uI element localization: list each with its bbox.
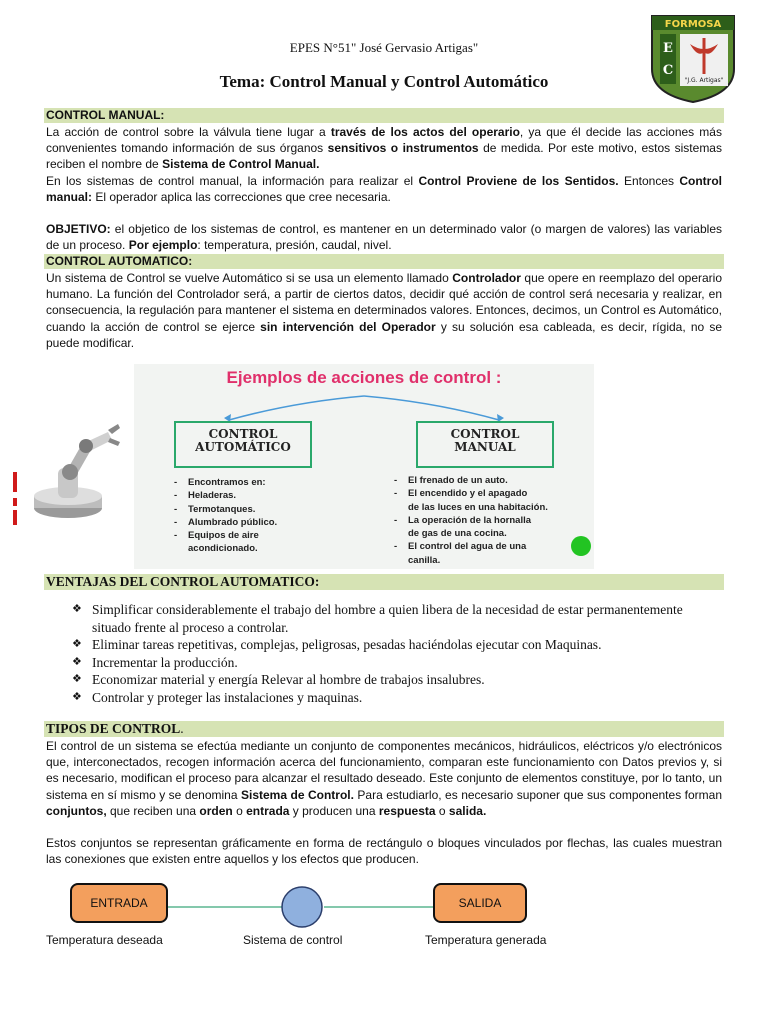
section-heading-tipos: TIPOS DE CONTROL. [44,721,724,737]
list-item: ❖ Economizar material y energía Relevar al hombre de trabajos insalubres. [72,671,722,689]
list-item: de las luces en una habitación. [408,501,548,513]
system-circle [282,887,322,927]
section-heading-control-automatico: CONTROL AUTOMATICO: [44,254,724,269]
school-badge-logo [650,14,736,104]
types-paragraph-2: Estos conjuntos se representan gráficamente en forma de rectángulo o bloques vinculados por flechas, las cuales muestran las conexiones que existen entre aquellos y los efectos que producen. [46,836,722,867]
list-item: ❖ Eliminar tareas repetitivas, complejas, peligrosas, pesadas haciéndolas ejecutar con Maquinas. [72,636,722,654]
system-caption: Sistema de control [243,933,343,947]
automatic-head-line-1: CONTROL [208,427,278,441]
page-title: Tema: Control Manual y Control Automático [219,72,549,91]
manual-paragraph-2: En los sistemas de control manual, la información para realizar el Control Proviene de los Sentidos. Entonces Control manual: El operador aplica las correcciones que cree necesaria. [46,174,723,205]
output-caption: Temperatura generada [425,933,547,947]
list-item: - La operación de la hornalla [394,514,594,527]
types-paragraph-1: El control de un sistema se efectúa mediante un conjunto de componentes mecánicos, hidráulicos, eléctricos y/o electrónicos que, interconectados, recogen información acerca del funcionamiento, comparan este funcionamiento con Datos previos y, si es necesario, modifican el proceso para alcanzar el resultado deseado. Este conjunto de elementos constituye, por lo tanto, un sistema en sí mismo y se denomina Sistema de Control. Para estudiarlo, es necesario suponer que sus componentes forman conjuntos, que reciben una orden o entrada y producen una respuesta o salida. [46,739,723,818]
manual-head-line-1: CONTROL [450,427,520,441]
automatic-heading-box [174,421,312,468]
list-item: canilla. [408,554,441,566]
list-item: - Termotanques. [174,503,344,516]
list-item: - Alumbrado público. [174,516,344,529]
list-item: - Encontramos en: [174,476,344,489]
section-heading-ventajas: VENTAJAS DEL CONTROL AUTOMATICO: [44,574,724,590]
school-name: EPES N°51" José Gervasio Artigas" [289,40,479,55]
control-examples-infographic [134,364,594,569]
automatic-head-line-2: AUTOMÁTICO [195,440,291,454]
entrada-block: ENTRADA [70,883,168,923]
automatic-paragraph: Un sistema de Control se vuelve Automático si se usa un elemento llamado Controlador que opere en reemplazo del operario humano. La función del Controlador será, a partir de ciertos datos, decidir qué acción de control será necesaria y realizar, en consecuencia, la regulación para mantener el sistema en determinados valores. Entonces, decimos, un Control es Automático, cuando la acción de control se ejerce sin intervención del Operador y su solución esa cableada, es decir, rígida, no se puede modificar. [46,271,722,350]
robot-arm-image [10,410,130,525]
manual-examples-list [394,474,594,567]
list-item: - Equipos de aire [174,529,344,542]
svg-text:"J.G. Artigas": "J.G. Artigas" [684,77,724,84]
svg-text:E: E [663,41,673,56]
automatic-examples-list [174,476,344,556]
svg-text:FORMOSA: FORMOSA [664,19,722,30]
manual-head-line-2: MANUAL [454,440,516,454]
advantages-list [72,601,722,707]
list-item: ❖ Controlar y proteger las instalaciones y maquinas. [72,689,722,707]
infographic-title: Ejemplos de acciones de control : [226,368,502,387]
list-item: - El frenado de un auto. [394,474,594,487]
section-heading-control-manual: CONTROL MANUAL: [44,108,724,123]
svg-text:C: C [662,63,674,78]
manual-heading-box [416,421,554,468]
salida-block: SALIDA [433,883,527,923]
manual-objective: OBJETIVO: el objetico de los sistemas de control, es mantener en un determinado valor (o margen de valores) las variables de un proceso. Por ejemplo: temperatura, presión, caudal, nivel. [46,222,722,253]
list-item: - Heladeras. [174,489,344,502]
list-item: acondicionado. [188,543,258,555]
list-item: ❖ Incrementar la producción. [72,654,722,672]
list-item: ❖ Simplificar considerablemente el trabajo del hombre a quien libera de la necesidad de estar permanentemente situado frente al proceso a controlar. [72,601,722,636]
list-item: de gas de una cocina. [408,528,507,540]
manual-paragraph-1: La acción de control sobre la válvula tiene lugar a través de los actos del operario, ya que él decide las acciones más convenientes tomando información de sus órganos sensitivos o instrumentos de medida. Por este motivo, estos sistemas reciben el nombre de Sistema de Control Manual. [46,125,722,172]
list-item: - El encendido y el apagado [394,487,594,500]
input-caption: Temperatura deseada [46,933,163,947]
list-item: - El control del agua de una [394,540,594,553]
